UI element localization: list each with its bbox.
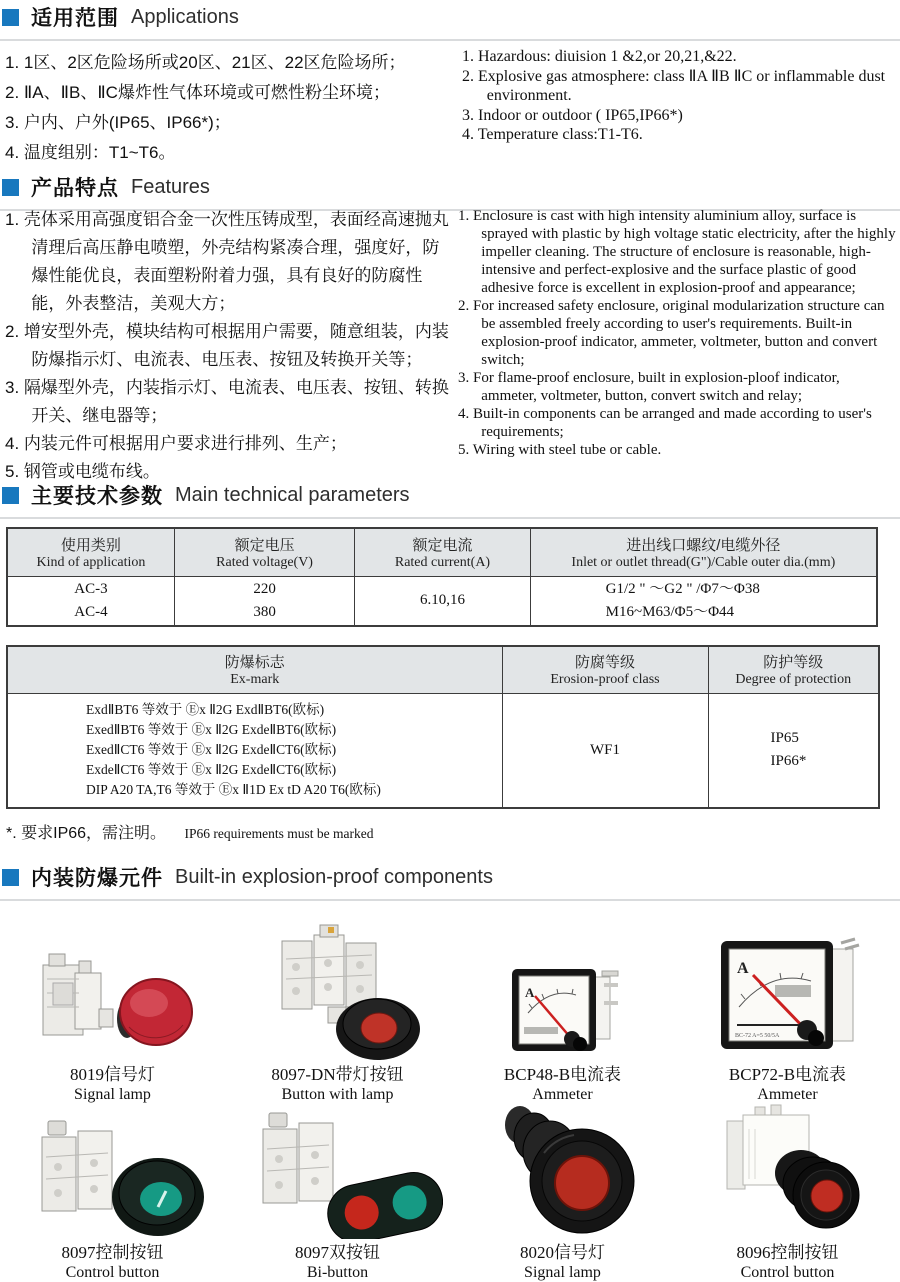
product-image-8097-bi-button-icon — [233, 1111, 443, 1239]
exmark-col — [7, 646, 502, 693]
footnote-en: IP66 requirements must be marked — [184, 826, 374, 841]
features-list-cn — [5, 206, 453, 486]
header-en: Inlet or outlet thread(G")/Cable outer dia.(mm) — [571, 554, 836, 570]
product-name: Button with lamp — [281, 1086, 394, 1103]
product-image-bcp48b-ammeter-icon — [498, 949, 628, 1061]
parameters-title-cn: 主要技术参数 — [31, 485, 163, 508]
voltage-value: 380 — [253, 603, 276, 620]
kind-value: AC-3 — [74, 580, 108, 597]
features-en-item: 3. For flame-proof enclosure, built in explosion-ploof indicator, ammeter, voltmeter, button, convert switch and relay; — [458, 370, 840, 404]
ratings-row — [7, 576, 877, 626]
product-image-8097dn-button-with-lamp-icon — [238, 923, 438, 1061]
product-image-8020-signal-lamp-icon — [478, 1091, 648, 1239]
kind-value: AC-4 — [74, 603, 108, 620]
components-title-en: Built-in explosion-proof components — [175, 865, 493, 888]
applications-title-cn: 适用范围 — [31, 7, 119, 30]
product-model: BCP48-B电流表 — [503, 1065, 622, 1084]
exmark-line: ExdeⅡCT6 等效于 Ⓔx Ⅱ2G ExdeⅡCT6(欧标) — [86, 762, 337, 778]
features-en-item: 1. Enclosure is cast with high intensity aluminium alloy, surface is sprayed with plastic by high voltage static electricity, after the highly impeller cleaning. The structure of enclosure is reasonable, high-intensive and perfect-explosive and the surface plastic of good adhesive force is excellent in explosion-proof and appearance; — [458, 208, 896, 296]
header-cn: 额定电压 — [234, 536, 295, 554]
svg-text:A: A — [736, 960, 749, 977]
features-en-item: 5. Wiring with steel tube or cable. — [458, 442, 662, 458]
header-cn: 防爆标志 — [224, 654, 285, 672]
product-bcp48b-ammeter — [450, 922, 675, 1104]
ratings-col-current — [355, 528, 530, 576]
applications-list-cn — [5, 48, 455, 168]
features-en-item: 4. Built-in components can be arranged and made according to user's requirements; — [458, 406, 872, 440]
product-name: Control button — [65, 1264, 160, 1281]
exmark-line: ExedⅡCT6 等效于 Ⓔx Ⅱ2G ExdeⅡCT6(欧标) — [86, 742, 337, 758]
header-cn: 额定电流 — [412, 536, 473, 554]
header-en: Erosion-proof class — [550, 672, 660, 688]
voltage-value: 220 — [253, 580, 276, 597]
features-en-item: 2. For increased safety enclosure, original modularization structure can be assembled freely according to user's requirements. Built-in explosion-proof indicator, ammeter, voltmeter, button and convert switch; — [458, 298, 885, 368]
product-model: 8019信号灯 — [70, 1065, 155, 1084]
header-en: Rated voltage(V) — [216, 554, 313, 570]
applications-cn-item: 1. 1区、2区危险场所或20区、21区、22区危险场所； — [5, 53, 406, 72]
current-value: 6.10,16 — [419, 592, 465, 609]
protection-cell — [708, 693, 879, 808]
product-name: Control button — [740, 1264, 835, 1281]
protection-value: IP66* — [770, 753, 807, 770]
section-parameters — [0, 478, 900, 519]
product-model: 8097双按钮 — [295, 1243, 380, 1262]
svg-text:BC-72 A=5 50/5A: BC-72 A=5 50/5A — [734, 1033, 779, 1039]
blue-square-bullet-icon — [2, 179, 19, 196]
section-applications — [0, 0, 900, 41]
thread-value: G1/2 " ～G2 " /Φ7～Φ38 — [605, 580, 760, 597]
applications-header — [0, 0, 900, 41]
applications-en-item: 4. Temperature class:T1-T6. — [462, 126, 643, 143]
product-name: Signal lamp — [74, 1086, 151, 1103]
kind-cell — [7, 576, 174, 626]
features-list-en — [458, 207, 896, 459]
features-header — [0, 170, 900, 211]
header-cn: 防护等级 — [763, 654, 824, 672]
exmark-line: DIP A20 TA,T6 等效于 Ⓔx Ⅱ1D Ex tD A20 T6(欧标) — [86, 782, 381, 798]
protection-col — [708, 646, 879, 693]
product-8097-bi-button — [225, 1104, 450, 1282]
ratings-table — [6, 527, 878, 627]
applications-en-item: 2. Explosive gas atmosphere: class ⅡA ⅡB ⅡC or inflammable dust environment. — [462, 67, 886, 104]
applications-en-item: 1. Hazardous: diuision 1 &2,or 20,21,&22. — [462, 48, 737, 65]
features-cn-item: 3. 隔爆型外壳，内装指示灯、电流表、电压表、按钮、转换开关、继电器等； — [5, 378, 449, 425]
applications-cn-item: 2. ⅡA、ⅡB、ⅡC爆炸性气体环境或可燃性粉尘环境； — [5, 83, 390, 102]
applications-list-en — [462, 47, 894, 145]
product-model: 8097控制按钮 — [61, 1243, 164, 1262]
parameters-header — [0, 478, 900, 519]
exmark-line: ExedⅡBT6 等效于 Ⓔx Ⅱ2G ExdeⅡBT6(欧标) — [86, 722, 337, 738]
product-8019-signal-lamp — [0, 922, 225, 1104]
section-components — [0, 860, 900, 901]
erosion-value: WF1 — [590, 741, 620, 758]
features-cn-item: 5. 钢管或电缆布线。 — [5, 462, 160, 481]
voltage-cell — [174, 576, 354, 626]
components-title-cn: 内装防爆元件 — [31, 867, 163, 890]
footnote-cn: *. 要求IP66，需注明。 — [6, 825, 167, 842]
components-header — [0, 860, 900, 901]
applications-title-en: Applications — [131, 5, 239, 28]
section-features — [0, 170, 900, 211]
exmark-table — [6, 645, 880, 809]
product-model: 8096控制按钮 — [736, 1243, 839, 1262]
product-image-8096-control-button-icon — [703, 1099, 873, 1239]
product-name: Ammeter — [757, 1086, 818, 1103]
blue-square-bullet-icon — [2, 487, 19, 504]
product-image-bcp72b-ammeter-icon — [713, 929, 863, 1061]
header-cn: 进出线口螺纹/电缆外径 — [626, 536, 781, 554]
product-image-8019-signal-lamp-icon — [13, 949, 213, 1061]
exmark-line: ExdⅡBT6 等效于 Ⓔx Ⅱ2G ExdⅡBT6(欧标) — [86, 702, 325, 718]
erosion-cell — [502, 693, 708, 808]
svg-text:A: A — [524, 985, 534, 1000]
features-title-cn: 产品特点 — [31, 177, 119, 200]
product-name: Ammeter — [532, 1086, 593, 1103]
product-8097-control-button — [0, 1104, 225, 1282]
protection-value: IP65 — [770, 730, 799, 747]
header-cn: 使用类别 — [60, 536, 121, 554]
header-en: Ex-mark — [230, 672, 280, 688]
header-en: Degree of protection — [735, 672, 852, 688]
ratings-col-kind — [7, 528, 174, 576]
header-en: Rated current(A) — [394, 554, 491, 570]
thread-cell — [530, 576, 877, 626]
applications-cn-item: 4. 温度组别：T1~T6。 — [5, 143, 176, 162]
product-model: 8020信号灯 — [520, 1243, 605, 1262]
applications-cn-item: 3. 户内、户外(IP65、IP66*)； — [5, 113, 231, 132]
features-cn-item: 4. 内装元件可根据用户要求进行排列、生产； — [5, 434, 347, 453]
applications-en-item: 3. Indoor or outdoor ( IP65,IP66*) — [462, 106, 683, 124]
header-en: Kind of application — [36, 554, 146, 570]
product-model: 8097-DN带灯按钮 — [271, 1065, 404, 1084]
features-title-en: Features — [131, 175, 210, 198]
blue-square-bullet-icon — [2, 869, 19, 886]
product-8096-control-button — [675, 1104, 900, 1282]
exmark-row — [7, 693, 879, 808]
features-cn-item: 2. 增安型外壳，模块结构可根据用户需要，随意组装，内装防爆指示灯、电流表、电压表、按钮及转换开关等； — [5, 322, 449, 369]
product-grid — [0, 922, 900, 1282]
current-cell — [355, 576, 530, 626]
blue-square-bullet-icon — [2, 9, 19, 26]
product-bcp72b-ammeter — [675, 922, 900, 1104]
product-name: Bi-button — [306, 1264, 369, 1281]
product-image-8097-control-button-icon — [8, 1117, 218, 1239]
ratings-col-thread — [530, 528, 877, 576]
features-cn-item: 1. 壳体采用高强度铝合金一次性压铸成型，表面经高速抛丸清理后高压静电喷塑，外壳结构紧凑合理，强度好，防爆性能优良，表面塑粉附着力强，具有良好的防腐性能，外表整洁，美观大方； — [5, 210, 449, 313]
product-8097dn-button-with-lamp — [225, 922, 450, 1104]
parameters-title-en: Main technical parameters — [175, 483, 410, 506]
erosion-col — [502, 646, 708, 693]
table-footnote — [6, 820, 373, 843]
exmark-cell — [7, 693, 502, 808]
product-8020-signal-lamp — [450, 1104, 675, 1282]
product-name: Signal lamp — [524, 1264, 601, 1281]
product-model: BCP72-B电流表 — [728, 1065, 847, 1084]
thread-value: M16~M63/Φ5～Φ44 — [605, 603, 735, 620]
ratings-col-voltage — [174, 528, 354, 576]
header-cn: 防腐等级 — [574, 654, 635, 672]
